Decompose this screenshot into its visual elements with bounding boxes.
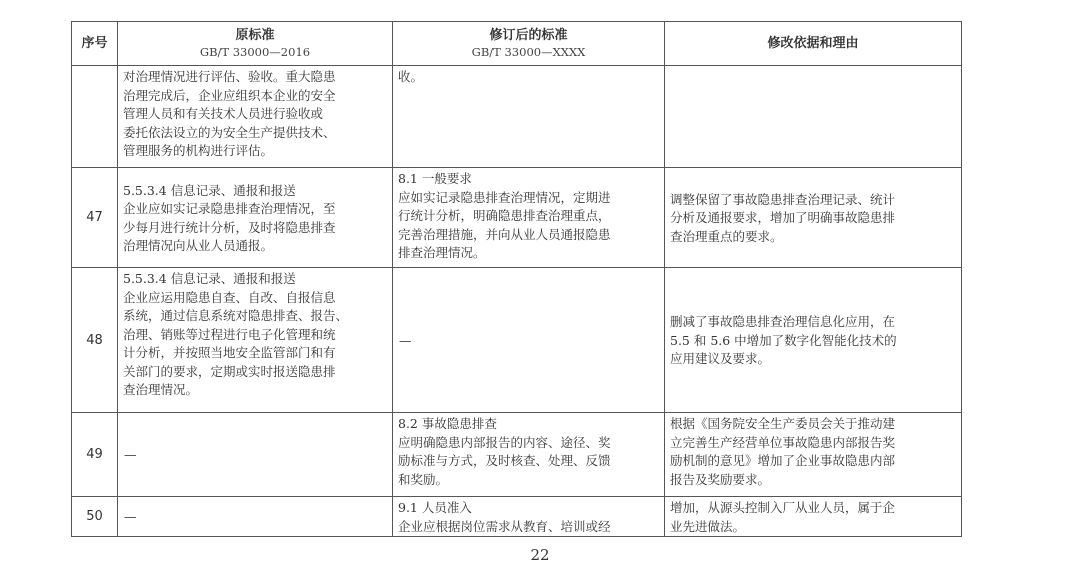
text-line: 完善治理措施，并向从业人员通报隐患 bbox=[398, 226, 611, 242]
text-line: 关部门的要求，定期或实时报送隐患排 bbox=[123, 363, 336, 379]
text-line: 治理完成后，企业应组织本企业的安全 bbox=[123, 87, 336, 103]
text-line: 删减了事故隐患排查治理信息化应用，在 bbox=[670, 314, 896, 330]
text-line: 管理服务的机构进行评估。 bbox=[123, 143, 274, 158]
header-original-code: GB/T 33000—2016 bbox=[199, 44, 311, 59]
text-line: 5.5.3.4 信息记录、通报和报送 bbox=[123, 271, 296, 286]
text-line: 委托依法设立的为安全生产提供技术、 bbox=[123, 124, 336, 140]
header-original bbox=[118, 22, 393, 66]
text-line: 和奖励。 bbox=[398, 471, 449, 487]
table-row bbox=[72, 268, 962, 413]
text-line: 管理人员和有关技术人员进行验收或 bbox=[123, 106, 324, 121]
revised-cell bbox=[393, 66, 665, 168]
empty-dash: — bbox=[124, 447, 137, 463]
text-line: 根据《国务院安全生产委员会关于推动建 bbox=[670, 416, 896, 431]
table-row bbox=[72, 497, 962, 537]
text-line: 8.2 事故隐患排查 bbox=[398, 416, 497, 431]
table-row bbox=[72, 66, 962, 168]
text-line: 企业应运用隐患自查、自改、自报信息 bbox=[123, 289, 336, 305]
original-cell bbox=[118, 268, 393, 413]
table-row bbox=[72, 413, 962, 497]
text-line: 计分析，并按照当地安全监管部门和有 bbox=[123, 345, 336, 360]
text-line: 少每月进行统计分析，及时将隐患排查 bbox=[123, 219, 336, 235]
revised-cell bbox=[393, 168, 665, 268]
empty-dash: — bbox=[124, 509, 137, 525]
text-line: 查治理重点的要求。 bbox=[670, 228, 783, 244]
row-number: 48 bbox=[72, 268, 118, 413]
text-line: 排查治理情况。 bbox=[398, 245, 486, 260]
original-cell bbox=[118, 497, 393, 537]
original-cell bbox=[118, 168, 393, 268]
text-line: 行统计分析，明确隐患排查治理重点， bbox=[398, 208, 611, 223]
original-cell bbox=[118, 413, 393, 497]
text-line: 报告及奖励要求。 bbox=[670, 471, 771, 487]
text-line: 应明确隐患内部报告的内容、途径、奖 bbox=[398, 434, 611, 450]
text-line: 系统，通过信息系统对隐患排查、报告、 bbox=[123, 308, 349, 323]
text-line: 分析及通报要求，增加了明确事故隐患排 bbox=[670, 210, 896, 226]
text-line: 8.1 一般要求 bbox=[398, 171, 472, 186]
text-line: 增加，从源头控制入厂从业人员，属于企 bbox=[670, 500, 896, 515]
revised-cell bbox=[393, 413, 665, 497]
basis-cell bbox=[665, 66, 962, 168]
text-line: 治理、销账等过程进行电子化管理和统 bbox=[123, 326, 336, 342]
text-line: 治理情况向从业人员通报。 bbox=[123, 238, 274, 253]
basis-cell bbox=[665, 168, 962, 268]
header-revised-title: 修订后的标准 bbox=[489, 27, 568, 43]
text-line: 企业应如实记录隐患排查治理情况，至 bbox=[123, 201, 336, 216]
text-line: 5.5 和 5.6 中增加了数字化智能化技术的 bbox=[670, 332, 897, 348]
header-basis: 修改依据和理由 bbox=[665, 22, 962, 66]
text-line: 应如实记录隐患排查治理情况，定期进 bbox=[398, 189, 611, 205]
text-line: 查治理情况。 bbox=[123, 382, 199, 397]
header-revised-code: GB/T 33000—XXXX bbox=[471, 44, 586, 59]
basis-cell bbox=[665, 413, 962, 497]
table-row bbox=[72, 168, 962, 268]
text-line: 立完善生产经营单位事故隐患内部报告奖 bbox=[670, 434, 896, 450]
revised-cell bbox=[393, 497, 665, 537]
row-number: 47 bbox=[72, 168, 118, 268]
text-line: 励标准与方式，及时核查、处理、反馈 bbox=[398, 453, 611, 468]
text-line: 应用建议及要求。 bbox=[670, 351, 771, 367]
standard-comparison-table bbox=[71, 21, 962, 537]
basis-cell bbox=[665, 268, 962, 413]
revised-cell bbox=[393, 268, 665, 413]
text-line: 9.1 人员准入 bbox=[398, 500, 472, 515]
row-number bbox=[72, 66, 118, 168]
text-line: 5.5.3.4 信息记录、通报和报送 bbox=[123, 182, 296, 198]
text-line: 企业应根据岗位需求从教育、培训或经 bbox=[398, 518, 611, 534]
text-line: 收。 bbox=[398, 69, 424, 84]
basis-cell bbox=[665, 497, 962, 537]
empty-dash: — bbox=[399, 332, 412, 348]
text-line: 调整保留了事故隐患排查治理记录、统计 bbox=[670, 191, 896, 207]
row-number: 49 bbox=[72, 413, 118, 497]
text-line: 对治理情况进行评估、验收。重大隐患 bbox=[123, 69, 336, 84]
header-row bbox=[72, 22, 962, 66]
text-line: 励机制的意见》增加了企业事故隐患内部 bbox=[670, 453, 896, 468]
row-number: 50 bbox=[72, 497, 118, 537]
page-number: 22 bbox=[530, 546, 550, 564]
header-seq: 序号 bbox=[72, 22, 118, 66]
header-original-title: 原标准 bbox=[235, 27, 275, 43]
text-line: 业先进做法。 bbox=[670, 518, 746, 534]
header-revised bbox=[393, 22, 665, 66]
original-cell bbox=[118, 66, 393, 168]
